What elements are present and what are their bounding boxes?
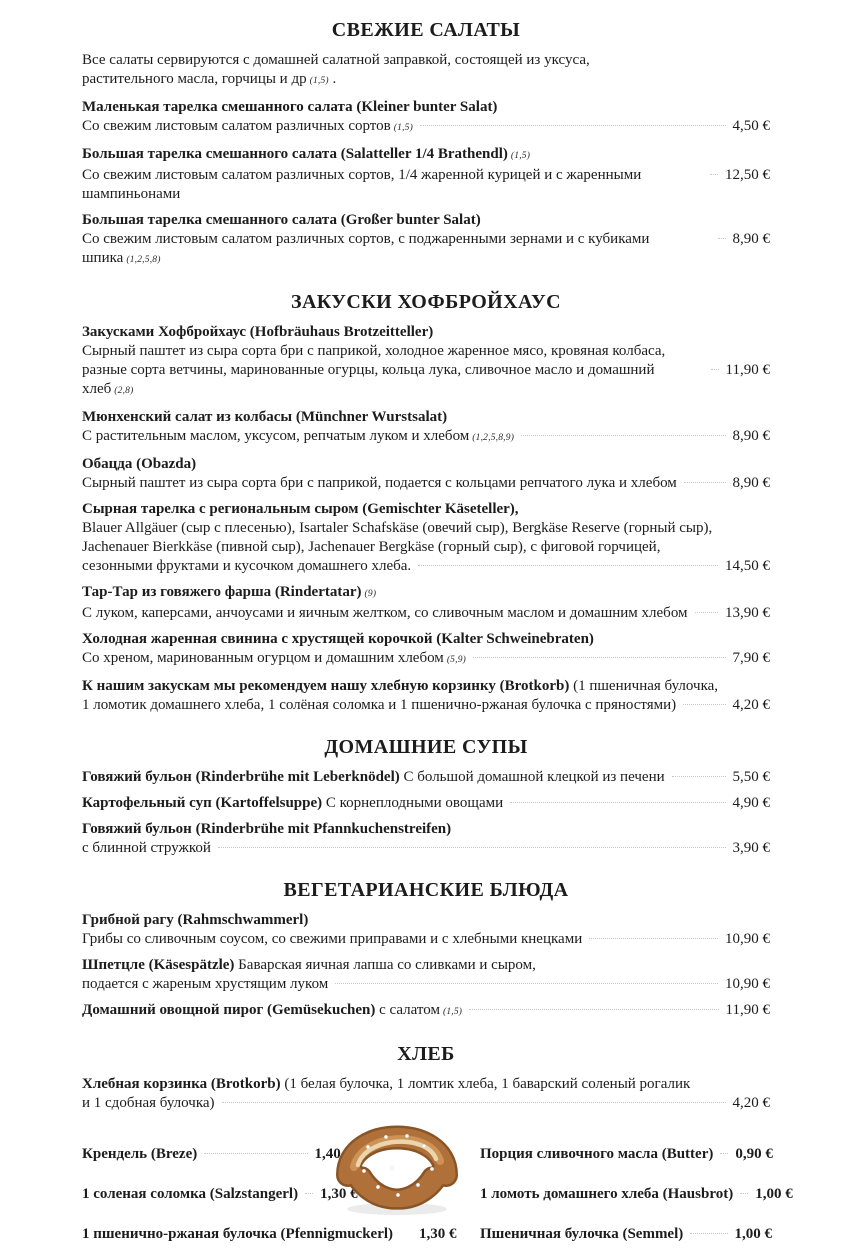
- line-text: [82, 839, 211, 858]
- dotted-leader: [683, 704, 725, 705]
- menu-item: [82, 677, 770, 715]
- price: 10,90 €: [725, 976, 770, 992]
- menu-item: [82, 794, 770, 813]
- item-description: (1 пшеничная булочка,: [569, 678, 719, 694]
- dotted-leader: [684, 482, 726, 483]
- line-text: [82, 768, 665, 787]
- item-description: Сырный паштет из сыра сорта бри с паприкой, холодное жаренное мясо, кровяная колбаса,: [82, 343, 666, 359]
- item-title: Крендель (Breze): [82, 1146, 198, 1162]
- item-description: и 1 сдобная булочка): [82, 1095, 215, 1111]
- line-text: [82, 975, 328, 994]
- menu-line: [82, 696, 770, 715]
- price: 11,90 €: [725, 362, 770, 378]
- menu-line: [82, 1075, 770, 1094]
- allergen-note: (1,5): [442, 1007, 463, 1017]
- item-description: 1 ломотик домашнего хлеба, 1 солёная соломка и 1 пшенично-ржаная булочка с пряностями): [82, 697, 677, 713]
- menu-line: [82, 211, 770, 230]
- item-description: сезонными фруктами и кусочком домашнего хлеба.: [82, 558, 412, 574]
- item-title: Мюнхенский салат из колбасы (Münchner Wurstsalat): [82, 409, 448, 425]
- menu-line: [82, 361, 770, 401]
- dotted-leader: [473, 657, 725, 658]
- item-description: разные сорта ветчины, маринованные огурцы, кольца лука, сливочное масло и домашний хлеб: [82, 362, 655, 397]
- price: 11,90 €: [725, 1002, 770, 1018]
- allergen-note: (9): [364, 589, 377, 599]
- line-text: [82, 71, 336, 87]
- item-description: Со свежим листовым салатом различных сортов, 1/4 жаренной курицей и с жаренными шампиньонами: [82, 167, 642, 202]
- section-heading: ХЛЕБ: [397, 1043, 455, 1065]
- price: 1,00 €: [755, 1186, 793, 1202]
- item-description: С растительным маслом, уксусом, репчатым луком и хлебом: [82, 428, 470, 444]
- menu-line: [82, 408, 770, 427]
- menu-line: [82, 51, 770, 70]
- menu-item: [82, 145, 770, 204]
- line-text: [82, 166, 703, 204]
- line-text: [82, 912, 308, 928]
- menu-line: [82, 557, 770, 576]
- price: 1,40 €: [314, 1146, 352, 1162]
- menu-line: [82, 166, 770, 204]
- item-title: Говяжий бульон (Rinderbrühe mit Pfannkuchenstreifen): [82, 821, 452, 837]
- price: 1,00 €: [734, 1226, 772, 1242]
- item-title: Порция сливочного масла (Butter): [480, 1146, 714, 1162]
- dotted-leader: [420, 125, 726, 126]
- line-text: [82, 501, 519, 517]
- menu-line: [82, 820, 770, 839]
- bread-row: [480, 1185, 793, 1204]
- line-text: [82, 146, 530, 162]
- line-text: [82, 821, 451, 837]
- section-heading: СВЕЖИЕ САЛАТЫ: [331, 19, 521, 41]
- item-description: Blauer Allgäuer (сыр с плесенью), Isartaler Schafskäse (овечий сыр), Bergkäse Reserve (горный сыр),: [82, 520, 713, 536]
- menu-item: [82, 408, 770, 448]
- allergen-note: (2,8): [114, 386, 134, 396]
- menu-section-bread: [82, 1042, 770, 1113]
- menu-section-homemade-soups: [82, 735, 770, 858]
- price: 4,50 €: [732, 118, 770, 134]
- line-text: [82, 212, 481, 228]
- bread-extra: [82, 1121, 793, 1253]
- menu-item: [82, 323, 770, 401]
- price: 13,90 €: [725, 605, 770, 621]
- dotted-leader: [469, 1009, 718, 1010]
- item-description: Jachenauer Bierkkäse (пивной сыр), Jachenauer Bergkäse (горный сыр), с фиговой горчицей,: [82, 539, 661, 555]
- allergen-note: (1,2,5,8,9): [472, 433, 515, 443]
- menu-item: [82, 583, 770, 623]
- line-text: [82, 230, 711, 270]
- section-heading: ВЕГЕТАРИАНСКИЕ БЛЮДА: [283, 879, 569, 901]
- line-text: [82, 678, 718, 694]
- menu-item: [82, 1075, 770, 1113]
- price: 8,90 €: [732, 428, 770, 444]
- bread-row: [480, 1225, 772, 1244]
- menu-section-vegetarian-dishes: [82, 878, 770, 1022]
- item-description: С большой домашной клецкой из печени: [399, 769, 665, 785]
- item-description: (1 белая булочка, 1 ломтик хлеба, 1 баварский соленый рогалик: [280, 1076, 691, 1092]
- menu-line: [82, 455, 770, 474]
- item-description: .: [328, 71, 337, 87]
- line-text: [82, 1076, 690, 1092]
- item-title: 1 соленая соломка (Salzstangerl): [82, 1186, 299, 1202]
- dotted-leader: [710, 174, 718, 175]
- dotted-leader: [695, 612, 718, 613]
- item-description: Баварская яичная лапша со сливками и сыром,: [234, 957, 536, 973]
- line-text: [82, 324, 433, 340]
- line-text: [82, 99, 497, 115]
- dotted-leader: [672, 776, 726, 777]
- allergen-note: (1,5): [393, 123, 413, 133]
- item-description: С луком, каперсами, анчоусами и яичным желтком, со сливочным маслом и домашним хлебом: [82, 605, 688, 621]
- menu-section-fresh-salads: [82, 18, 770, 270]
- menu-line: [82, 474, 770, 493]
- menu-line: [82, 70, 770, 91]
- item-title: Грибной рагу (Rahmschwammerl): [82, 912, 309, 928]
- item-description: Все салаты сервируются с домашней салатной заправкой, состоящей из уксуса,: [82, 52, 590, 68]
- item-description: Со свежим листовым салатом различных сортов: [82, 118, 391, 134]
- line-text: [82, 1001, 462, 1022]
- item-title: 1 ломоть домашнего хлеба (Hausbrot): [480, 1186, 734, 1202]
- item-description: растительного масла, горчицы и др: [82, 71, 307, 87]
- dotted-leader: [335, 983, 718, 984]
- bread-row: [480, 1145, 772, 1164]
- dotted-leader: [204, 1153, 307, 1154]
- item-description: подается с жареным хрустящим луком: [82, 976, 329, 992]
- line-text: [82, 584, 376, 600]
- dotted-leader: [690, 1233, 727, 1234]
- allergen-note: (1,5): [510, 151, 531, 161]
- section-heading: ЗАКУСКИ ХОФБРОЙХАУС: [291, 291, 561, 313]
- pretzel-image: [334, 1113, 460, 1217]
- menu-line: [82, 604, 770, 623]
- bread-row: [82, 1145, 352, 1164]
- line-text: [82, 631, 594, 647]
- menu-line: [82, 630, 770, 649]
- item-title: Большая тарелка смешанного салата (Großer bunter Salat): [82, 212, 481, 228]
- item-title: Домашний овощной пирог (Gemüsekuchen): [82, 1002, 376, 1018]
- allergen-note: (5,9): [446, 655, 467, 665]
- item-title: Хлебная корзинка (Brotkorb): [82, 1076, 281, 1092]
- price: 5,50 €: [732, 769, 770, 785]
- line-text: [82, 427, 514, 448]
- line-text: [82, 52, 590, 68]
- menu-line: [82, 500, 770, 519]
- menu-item: [82, 455, 770, 493]
- item-title: Сырная тарелка с региональным сыром (Gemischter Käseteller),: [82, 501, 519, 517]
- menu-line: [82, 1094, 770, 1113]
- item-title: Большая тарелка смешанного салата (Salatteller 1/4 Brathendl): [82, 146, 508, 162]
- line-text: [82, 930, 582, 949]
- menu-line: [82, 230, 770, 270]
- price: 4,90 €: [732, 795, 770, 811]
- allergen-note: (1,5): [309, 76, 329, 86]
- menu-item: [82, 211, 770, 270]
- bread-row: [82, 1185, 358, 1204]
- price: 1,30 €: [320, 1186, 358, 1202]
- item-title: К нашим закускам мы рекомендуем нашу хлебную корзинку (Brotkorb): [82, 678, 570, 694]
- line-text: [82, 794, 503, 813]
- line-text: [82, 409, 447, 425]
- price: 12,50 €: [725, 167, 770, 183]
- line-text: [82, 520, 712, 536]
- menu-sections: [82, 18, 770, 1113]
- item-title: Говяжий бульон (Rinderbrühe mit Leberknödel): [82, 769, 400, 785]
- menu-line: [82, 975, 770, 994]
- menu-line: [82, 956, 770, 975]
- menu-line: [82, 519, 770, 538]
- item-title: Шпетцле (Käsespätzle): [82, 957, 235, 973]
- menu-line: [82, 911, 770, 930]
- price: 4,20 €: [732, 1095, 770, 1111]
- item-description: Со хреном, маринованным огурцом и домашним хлебом: [82, 650, 444, 666]
- menu-section-hofbraeuhaus-snacks: [82, 290, 770, 715]
- menu-line: [82, 677, 770, 696]
- item-title: Пшеничная булочка (Semmel): [480, 1226, 684, 1242]
- dotted-leader: [510, 802, 725, 803]
- section-intro: [82, 51, 770, 91]
- menu-line: [82, 323, 770, 342]
- price: 10,90 €: [725, 931, 770, 947]
- menu-line: [82, 117, 770, 138]
- line-text: [82, 696, 676, 715]
- menu-line: [82, 342, 770, 361]
- price: 8,90 €: [732, 231, 770, 247]
- menu-item: [82, 911, 770, 949]
- line-text: [82, 539, 660, 555]
- dotted-leader: [521, 435, 725, 436]
- line-text: [82, 361, 704, 401]
- line-text: [82, 474, 677, 493]
- menu-line: [82, 538, 770, 557]
- line-text: [82, 649, 466, 670]
- menu-line: [82, 583, 770, 604]
- price: 0,90 €: [735, 1146, 773, 1162]
- menu-line: [82, 930, 770, 949]
- line-text: [82, 957, 536, 973]
- item-description: С корнеплодными овощами: [322, 795, 504, 811]
- menu-line: [82, 1001, 770, 1022]
- item-title: Картофельный суп (Kartoffelsuppe): [82, 795, 323, 811]
- item-title: 1 пшенично-ржаная булочка (Pfennigmuckerl): [82, 1226, 394, 1242]
- menu-item: [82, 98, 770, 138]
- price: 14,50 €: [725, 558, 770, 574]
- line-text: [82, 117, 413, 138]
- price: 4,20 €: [732, 697, 770, 713]
- menu-item: [82, 630, 770, 670]
- menu-item: [82, 500, 770, 576]
- dotted-leader: [305, 1193, 313, 1194]
- item-description: Грибы со сливочным соусом, со свежими приправами и с хлебными кнецками: [82, 931, 583, 947]
- item-description: с блинной стружкой: [82, 840, 211, 856]
- dotted-leader: [418, 565, 718, 566]
- menu-line: [82, 768, 770, 787]
- line-text: [82, 557, 411, 576]
- bread-row: [82, 1225, 457, 1244]
- item-description: Сырный паштет из сыра сорта бри с паприкой, подается с кольцами репчатого лука и хлебом: [82, 475, 677, 491]
- line-text: [82, 456, 196, 472]
- line-text: [82, 1094, 215, 1113]
- price: 7,90 €: [732, 650, 770, 666]
- item-title: Тар-Тар из говяжего фарша (Rindertatar): [82, 584, 362, 600]
- menu-item: [82, 1001, 770, 1022]
- item-title: Холодная жаренная свинина с хрустящей корочкой (Kalter Schweinebraten): [82, 631, 594, 647]
- menu-line: [82, 145, 770, 166]
- dotted-leader: [222, 1102, 726, 1103]
- section-heading: ДОМАШНИЕ СУПЫ: [324, 736, 528, 758]
- item-title: Обацда (Obazda): [82, 456, 197, 472]
- price: 3,90 €: [732, 840, 770, 856]
- item-description: с салатом: [375, 1002, 440, 1018]
- menu-item: [82, 768, 770, 787]
- dotted-leader: [589, 938, 718, 939]
- dotted-leader: [740, 1193, 748, 1194]
- dotted-leader: [720, 1153, 728, 1154]
- item-title: Маленькая тарелка смешанного салата (Kleiner bunter Salat): [82, 99, 498, 115]
- dotted-leader: [218, 847, 726, 848]
- menu-item: [82, 956, 770, 994]
- menu-line: [82, 649, 770, 670]
- menu-line: [82, 427, 770, 448]
- menu-line: [82, 794, 770, 813]
- price: 1,30 €: [419, 1226, 457, 1242]
- price: 8,90 €: [732, 475, 770, 491]
- allergen-note: (1,2,5,8): [126, 255, 161, 265]
- dotted-leader: [718, 238, 726, 239]
- line-text: [82, 604, 688, 623]
- dotted-leader: [711, 369, 719, 370]
- menu-line: [82, 839, 770, 858]
- menu-item: [82, 820, 770, 858]
- menu-line: [82, 98, 770, 117]
- line-text: [82, 343, 665, 359]
- item-title: Закусками Хофбройхаус (Hofbräuhaus Brotzeitteller): [82, 324, 434, 340]
- item-description: Со свежим листовым салатом различных сортов, с поджаренными зернами и с кубиками шпика: [82, 231, 650, 266]
